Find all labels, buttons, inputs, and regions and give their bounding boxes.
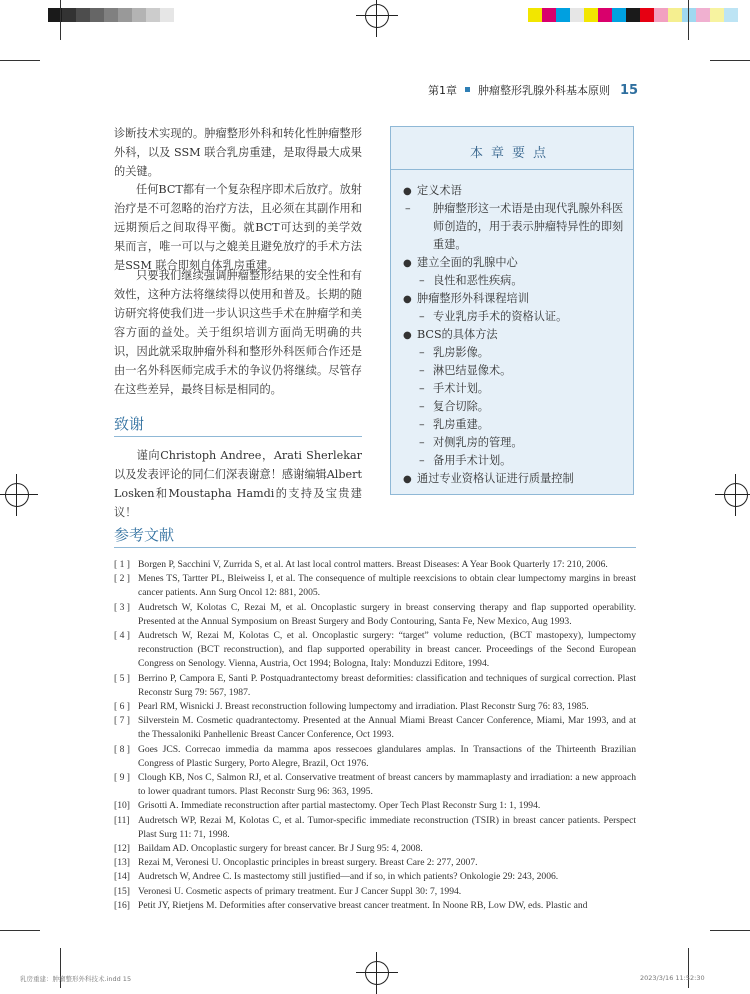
reference-item [114, 629, 636, 672]
reference-text: Audretsch W, Kolotas C, Rezai M, et al. Oncoplastic surgery in breast conserving therapy and flap supported operability. Presented at the Annual Symposium on Breast Surgery and Body Contouring, Santa Fe, New Mexico, Aug 1993. [138, 601, 636, 627]
reference-number: [ 2 ] [114, 573, 130, 585]
chapter-label: 第1章 [428, 84, 457, 97]
reference-item [114, 814, 636, 842]
registration-mark-right [724, 483, 748, 507]
key-point-sub: – 肿瘤整形这一术语是由现代乳腺外科医师创造的，用于表示肿瘤特异性的即刻重建。 [405, 202, 624, 251]
page-number: 15 [620, 83, 639, 98]
color-swatch [612, 8, 626, 22]
key-point-sub: – 乳房影像。 [419, 344, 625, 362]
dash-icon: – [419, 346, 425, 359]
reference-item [114, 743, 636, 771]
references-rule [114, 547, 636, 548]
key-point-sub: – 备用手术计划。 [419, 452, 625, 470]
reference-text: Berrino P, Campora E, Santi P. Postquadrantectomy breast deformities: classification and techniques of surgical correction. Plast Reconstr Surg 79: 567, 1987. [138, 672, 636, 698]
reference-text: Pearl RM, Wisnicki J. Breast reconstruction following lumpectomy and irradiation. Plast Reconstr Surg 76: 83, 1985. [138, 701, 589, 713]
bullet-icon: ● [403, 186, 412, 197]
body-paragraph-1: 诊断技术实现的。肿瘤整形外科和转化性肿瘤整形外科，以及 SSM 联合乳房重建，是取得最大成果的关键。 [114, 127, 362, 178]
color-swatch [598, 8, 612, 22]
registration-mark-bottom [365, 961, 389, 985]
color-swatch [640, 8, 654, 22]
dash-icon: – [405, 202, 411, 215]
reference-item [114, 672, 636, 700]
reference-number: [ 1 ] [114, 559, 130, 570]
key-point-sub: – 良性和恶性疾病。 [419, 272, 625, 290]
reference-number: [ 9 ] [114, 772, 130, 784]
reference-item [114, 700, 636, 714]
reference-text: Audretsch W, Andree C. Is mastectomy still justified—and if so, in which patients? Onkologie 29: 243, 2006. [138, 871, 559, 883]
square-bullet-icon [465, 87, 470, 92]
key-point-sub: – 专业乳房手术的资格认证。 [419, 308, 625, 326]
reference-text: Rezai M, Veronesi U. Oncoplastic principles in breast surgery. Breast Care 2: 277, 2007. [138, 857, 478, 869]
key-point-item: ● 肿瘤整形外科课程培训 [403, 290, 627, 309]
dash-icon: – [419, 400, 425, 413]
registration-mark-left [5, 483, 29, 507]
reference-number: [11] [114, 814, 130, 826]
references-heading: 参考文献 [114, 526, 175, 544]
reference-item [114, 714, 636, 742]
reference-item [114, 601, 636, 629]
reference-text: Petit JY, Rietjens M. Deformities after conservative breast cancer treatment. In Noone RB, Low DW, eds. Plastic and [138, 899, 588, 911]
key-points-title: 本章要点 [469, 146, 554, 161]
reference-text: Menes TS, Tartter PL, Bleiweiss I, et al. The consequence of multiple reexcisions to obtain clear lumpectomy margins in breast cancer patients. Ann Surg Oncol 12: 881, 2005. [138, 573, 636, 599]
ack-paragraph: 谨向Christoph Andree，Arati Sherlekar以及发表评论的同仁们深表谢意！感谢编辑Albert Losken和Moustapha Hamdi的支持及宝贵建议！ [114, 449, 362, 519]
color-swatch [668, 8, 682, 22]
crop-mark [710, 930, 750, 931]
bullet-icon: ● [403, 258, 412, 269]
reference-item [114, 885, 636, 899]
reference-item [114, 771, 636, 799]
reference-number: [12] [114, 843, 130, 855]
reference-number: [ 4 ] [114, 630, 130, 642]
dash-icon: – [419, 382, 425, 395]
reference-number: [15] [114, 885, 130, 897]
crop-mark [688, 948, 689, 988]
reference-number: [10] [114, 800, 130, 812]
crop-mark [688, 0, 689, 40]
color-swatch [682, 8, 696, 22]
footer-timestamp: 2023/3/16 11:52:30 [640, 974, 705, 982]
reference-number: [ 6 ] [114, 701, 130, 713]
bullet-icon: ● [403, 474, 412, 485]
ack-heading: 致谢 [114, 415, 145, 433]
reference-number: [ 5 ] [114, 672, 130, 684]
reference-text: Silverstein M. Cosmetic quadrantectomy. Presented at the Annual Miami Breast Cancer Conference, Miami, Mar 1993, and at the Thessaloniki Panhellenic Breast Cancer Conference, Oct 1993. [138, 715, 636, 741]
key-point-sub: – 乳房重建。 [419, 416, 625, 434]
key-point-item: ● BCS的具体方法 [403, 326, 627, 345]
color-swatch [724, 8, 738, 22]
reference-number: [ 7 ] [114, 715, 130, 727]
dash-icon: – [419, 364, 425, 377]
dash-icon: – [419, 454, 425, 467]
bullet-icon: ● [403, 330, 412, 341]
chapter-title: 肿瘤整形乳腺外科基本原则 [478, 84, 610, 97]
key-point-sub: – 淋巴结显像术。 [419, 362, 625, 380]
crop-mark [710, 60, 750, 61]
color-swatch [626, 8, 640, 22]
reference-item [114, 799, 636, 813]
reference-text: Audretsch W, Rezai M, Kolotas C, et al. Oncoplastic surgery: “target” volume reduction, (BCT mastopexy), lumpectomy reconstruction (BCT reconstruction), and flap supported operability in breast cancer. Proceedings of the Second European Congress on Senology. Vienna, Austria, Oct 1994; Bologna, Italy: Monduzzi Editore, 1994. [138, 630, 636, 670]
crop-mark [60, 0, 61, 40]
crop-mark [0, 930, 40, 931]
key-point-item: ● 建立全面的乳腺中心 [403, 254, 627, 273]
key-point-sub: – 对侧乳房的管理。 [419, 434, 625, 452]
reference-number: [16] [114, 899, 130, 911]
color-bar [528, 8, 738, 22]
color-swatch [556, 8, 570, 22]
color-swatch [654, 8, 668, 22]
reference-text: Veronesi U. Cosmetic aspects of primary treatment. Eur J Cancer Suppl 30: 7, 1994. [138, 885, 462, 897]
dash-icon: – [419, 274, 425, 287]
footer-file-slug: 乳房重建：肿瘤整形外科技术.indd 15 [20, 975, 132, 983]
color-swatch [710, 8, 724, 22]
reference-number: [14] [114, 871, 130, 883]
reference-number: [ 3 ] [114, 601, 130, 613]
reference-text: Goes JCS. Correcao immedia da mamma apos ressecoes glandulares amplas. In Transactions of the Thirteenth Brazilian Congress of Plastic Surgery, Porto Alegre, Brazil, Oct 1976. [138, 743, 636, 769]
color-swatch [570, 8, 584, 22]
color-swatch [528, 8, 542, 22]
dash-icon: – [419, 310, 425, 323]
key-point-sub: – 手术计划。 [419, 380, 625, 398]
reference-text: Grisotti A. Immediate reconstruction after partial mastectomy. Oper Tech Plast Reconstr Surg 1: 1, 1994. [138, 800, 541, 812]
key-point-item: ● 定义术语 [403, 182, 627, 201]
references-list [114, 558, 636, 913]
reference-item [114, 870, 636, 884]
key-point-item: ● 通过专业资格认证进行质量控制 [403, 470, 627, 489]
reference-number: [ 8 ] [114, 743, 130, 755]
reference-text: Borgen P, Sacchini V, Zurrida S, et al. At last local control matters. Breast Diseases: A Year Book Quarterly 17: 210, 2006. [138, 559, 608, 570]
reference-item [114, 856, 636, 870]
color-swatch [584, 8, 598, 22]
reference-text: Audretsch WP, Rezai M, Kolotas C, et al. Tumor-specific immediate reconstruction (TSIR) in breast cancer patients. Perspect Plast Surg 11: 71, 1998. [138, 814, 636, 840]
color-swatch [696, 8, 710, 22]
reference-text: Baildam AD. Oncoplastic surgery for breast cancer. Br J Surg 95: 4, 2008. [138, 843, 423, 855]
reference-text: Clough KB, Nos C, Salmon RJ, et al. Conservative treatment of breast cancers by mammaplasty and irradiation: a new approach to lower quadrant tumors. Plast Reconstr Surg 96: 363, 1995. [138, 772, 636, 798]
registration-mark-top [365, 4, 389, 28]
crop-mark [0, 60, 40, 61]
reference-item [114, 842, 636, 856]
reference-number: [13] [114, 857, 130, 869]
color-swatch [542, 8, 556, 22]
key-point-sub: – 复合切除。 [419, 398, 625, 416]
reference-item [114, 558, 636, 572]
reference-item [114, 899, 636, 913]
dash-icon: – [419, 436, 425, 449]
key-points-divider [391, 169, 633, 170]
body-paragraph-3: 只要我们继续强调肿瘤整形结果的安全性和有效性，这种方法将继续得以使用和普及。长期的随访研究将使我们进一步认识这些手术在肿瘤学和美容方面的益处。关于组织培训方面尚无明确的共识，因此就采取肿瘤外科和整形外科医师合作还是由一名外科医师完成手术的争议仍将继续。尽管存在这些差异，最终目标是相同的。 [114, 269, 362, 396]
body-paragraph-2: 任何BCT都有一个复杂程序即术后放疗。放射治疗是不可忽略的治疗方法，且必须在其副作用和远期预后之间取得平衡。就BCT可达到的美学效果而言，唯一可以与之媲美且避免放疗的手术方法是SSM 联合即刻自体乳房重建。 [114, 183, 362, 272]
grayscale-bar [48, 8, 174, 22]
running-header [428, 82, 638, 98]
dash-icon: – [419, 418, 425, 431]
key-points-box [390, 126, 634, 495]
reference-item [114, 572, 636, 600]
bullet-icon: ● [403, 294, 412, 305]
ack-rule [114, 436, 362, 437]
